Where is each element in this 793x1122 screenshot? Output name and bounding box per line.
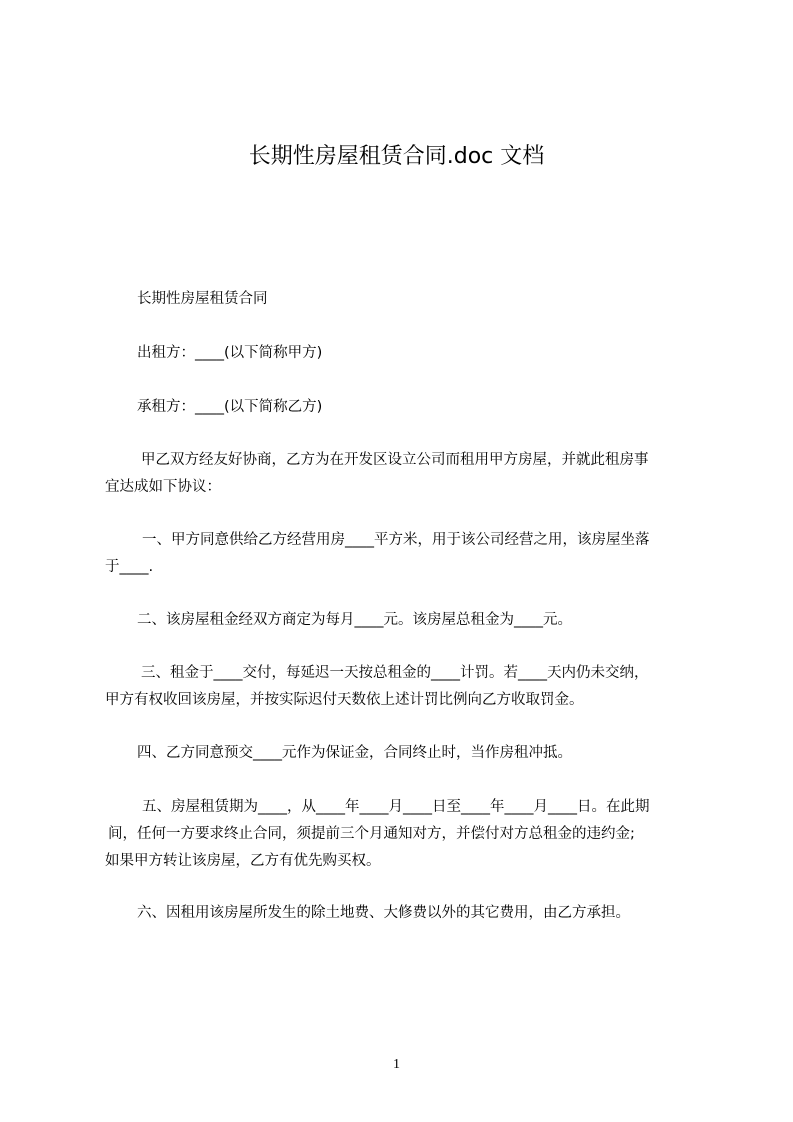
paragraph-line: 五、房屋租赁期为____，从____年____月____日至____年____月____日。在此期	[142, 799, 650, 815]
paragraph-line: 六、因租用该房屋所发生的除土地费、大修费以外的其它费用，由乙方承担。	[137, 905, 630, 921]
lessee-line	[137, 394, 322, 421]
clause-6	[137, 900, 630, 927]
paragraph-line: 四、乙方同意预交____元作为保证金，合同终止时，当作房租冲抵。	[137, 745, 572, 761]
paragraph-line: 三、租金于____交付，每延迟一天按总租金的____计罚。若____天内仍未交纳，	[141, 665, 649, 681]
document-title: 长期性房屋租赁合同.doc 文档	[248, 144, 545, 169]
paragraph-line: 长期性房屋租赁合同	[137, 291, 268, 307]
clause-5	[105, 794, 650, 875]
paragraph-line: 承租方：____(以下简称乙方)	[137, 399, 323, 415]
preamble-paragraph	[105, 447, 649, 501]
lessor-line	[137, 340, 322, 367]
clause-4	[137, 740, 572, 767]
clause-3	[105, 660, 649, 714]
clause-1	[105, 527, 650, 581]
paragraph-line: 出租方：____(以下简称甲方)	[137, 345, 323, 361]
paragraph-line: 二、该房屋租金经双方商定为每月____元。该房屋总租金为____元。	[137, 612, 572, 628]
paragraph-line: 如果甲方转让该房屋，乙方有优先购买权。	[105, 853, 381, 869]
clause-2	[137, 607, 572, 634]
paragraph-line: 间，任何一方要求终止合同，须提前三个月通知对方，并偿付对方总租金的违约金;	[108, 826, 635, 842]
contract-heading	[137, 286, 268, 313]
paragraph-line: 于____.	[105, 559, 154, 575]
paragraph-line: 甲方有权收回该房屋，并按实际迟付天数依上述计罚比例向乙方收取罚金。	[105, 692, 584, 708]
paragraph-line: 甲乙双方经友好协商，乙方为在开发区设立公司而租用甲方房屋，并就此租房事	[141, 452, 649, 468]
paragraph-line: 一、甲方同意供给乙方经营用房____平方米，用于该公司经营之用，该房屋坐落	[142, 532, 650, 548]
page-number: 1	[393, 1057, 400, 1072]
paragraph-line: 宜达成如下协议：	[105, 479, 221, 495]
